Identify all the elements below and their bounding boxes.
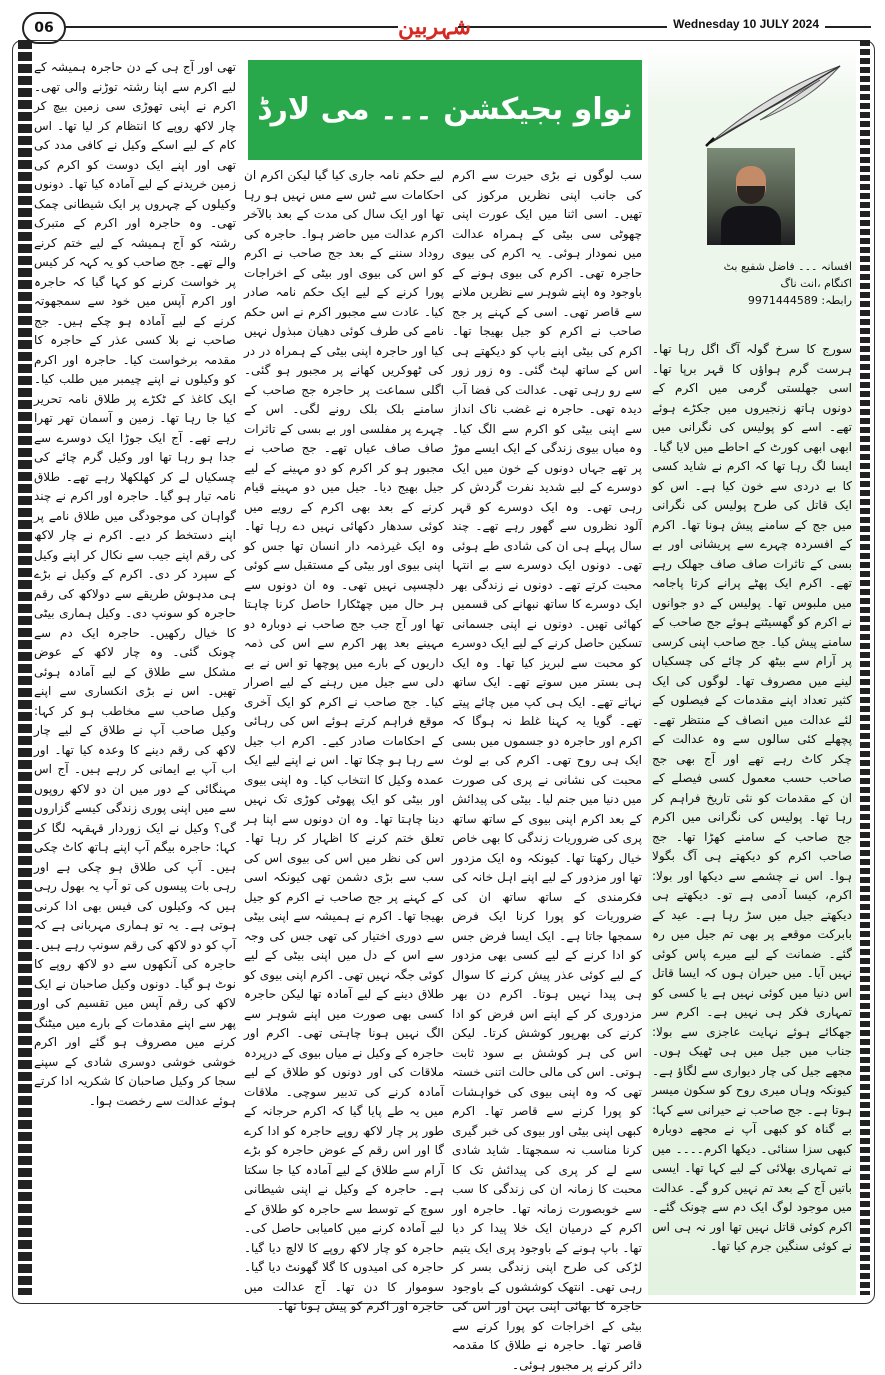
article-column-3 [244,166,444,1313]
article-title: نواو بجیکشن ۔۔۔ می لارڈ ۔۔۔!! [248,60,642,160]
author-byline [706,258,852,309]
column-4-text: تھی اور آج ہی کے دن حاجرہ ہمیشہ کے لیے اکرم سے اپنا رشتہ توڑنے والی تھی۔ اکرم نے اپنی تھوڑی سی زمین بیچ کر چار لاکھ روپے کا انتظام کر لیا تھا۔ اس کام کے لیے اسکے وکیل نے کافی مدد کی تھی اور اپنے ایک دوست کو اکرم کی زمین خریدنے کے لیے آمادہ کیا تھا۔ دونوں وکیلوں کے چہروں پر ایک شیطانی چمک تھی۔ وہ حاجرہ اور اکرم کے متبرک رشتہ کو آج ہمیشہ کے لیے ختم کرنے والے تھے۔ جج صاحب کو یہ کہہ کر کیس پر خواست کرنے کو کہا گیا کہ حاجرہ اور اکرم آپس میں خود سے سمجھوتہ کرنے کے لیے آمادہ ہو چکے ہیں۔ جج صاحب نے بلا کسی عذر کے حاجرہ کا مقدمہ برخواست کیا۔ حاجرہ اور اکرم کو وکیلوں نے اپنے چیمبر میں طلب کیا۔ ایک کاغذ کے ٹکڑے پر طلاق نامہ تحریر کیا جا رہا تھا۔ زمین و آسمان تھر تھرا رہے تھے۔ آج ایک جوڑا ایک دوسرے سے جدا ہو رہا تھا اور وکیل گرم چائے کی چسکیاں لے کر کھلکھلا رہے تھے۔ طلاق نامہ تیار ہو گیا۔ حاجرہ اور اکرم نے چند گواہان کی موجودگی میں طلاق نامے پر اپنے دستخط کر دیے۔ اکرم نے چار لاکھ کی رقم اپنے جیب سے نکال کر اپنے وکیل کے سپرد کر دی۔ اکرم کے وکیل نے بڑے ہی مدہوش طریقے سے دولاکھ کی رقم حاجرہ کو سونپ دی۔ وکیل ہماری بیٹی کا خیال رکھیں۔ حاجرہ ایک دم سے چونک گئی۔ وہ چار لاکھ کے عوض مشکل سے طلاق کے لیے آمادہ ہوئی تھیں۔ اس نے بڑی انکساری سے اپنے وکیل صاحب سے مخاطب ہو کر کہا: وکیل صاحب آپ نے طلاق کے لیے چار لاکھ کی رقم دینے کا وعدہ کیا تھا۔ اور اب آپ بے ایمانی کر رہے ہیں۔ آج اس مہنگائی کے دور میں ان دو لاکھ روپوں سے میں اپنی پوری زندگی کیسے گزاروں گی؟ وکیل نے ایک زوردار قہقہہ لگا کر کہا: حاجرہ بیگم آپ اپنے ہاتھ کاٹ چکی ہیں۔ آپ کی طلاق ہو چکی ہے اور رہی بات پیسوں کی تو آپ یہ بھول رہی ہیں کہ وکیلوں کی فیس بھی ادا کرنی ہوتی ہے۔ یہ تو ہماری مہربانی ہے کہ آپ کو دو لاکھ کی رقم سونپ رہے ہیں۔ حاجرہ کی آنکھوں سے دو لاکھ روپے کا نوٹ ہو گیا۔ دونوں وکیل صاحبان نے ایک لاکھ کی رقم آپس میں تقسیم کی اور پھر سے اپنے مقدمات کے بارے میں میٹنگ کرنے میں مصروف ہو گئے اور اکرم خوشی خوشی دوسری شادی کے سپنے سجا کر وکیل صاحبان کا شکریہ ادا کرتے ہوئے عدالت سے رخصت ہوا۔ [34,60,236,1108]
article-column-2 [452,166,642,1372]
article-column-4 [34,58,236,1292]
byline-author: افسانہ ۔۔۔ فاضل شفیع بٹ [723,260,852,273]
article-column-1 [652,340,852,1292]
byline-phone: رابطہ: 9971444589 [747,294,852,307]
byline-place: اکنگام ،انت ناگ [780,277,852,290]
author-photo [707,148,795,245]
page-number: 06 [22,12,66,44]
column-2-text: سب لوگوں نے بڑی حیرت سے اکرم کی جانب اپنی نظریں مرکوز کی تھیں۔ اسی اثنا میں ایک عورت اپنی چھوٹی سی بیٹی کے ہمراہ عدالت میں نمودار ہوئی۔ یہ اکرم کی بیوی حاجرہ تھی۔ اکرم کی بیوی ہونے کے باوجود وہ اپنے شوہر سے نظریں ملانے سے قاصر تھی۔ اسی کے کہنے پر جج صاحب نے اکرم کو جیل بھیجا تھا۔ اکرم کی بیٹی اپنے باپ کو دیکھتے ہی اس کے ساتھ لپٹ گئی۔ وہ زور زور سے رو رہی تھی۔ عدالت کی فضا آب دیدہ تھی۔ حاجرہ نے غضب ناک انداز سے اپنی بیٹی کو اکرم سے الگ کیا۔ وہ میاں بیوی زندگی کے ایک ایسے موڑ پر تھے جہاں دونوں کے خون میں ایک دوسرے کے لیے شدید نفرت گردش کر رہی تھی۔ وہ ایک دوسرے کو قہر آلود نظروں سے گھور رہے تھے۔ چند سال پہلے ہی ان کی شادی طے ہوئی تھی۔ دونوں ایک دوسرے سے بے انتہا محبت کرتے تھے۔ دونوں نے زندگی بھر ایک دوسرے کا ساتھ نبھانے کی قسمیں کھائی تھیں۔ دونوں نے اپنی جسمانی تسکین حاصل کرنے کے لیے ایک دوسرے کو محبت سے لبریز کیا تھا۔ وہ ایک ہی بستر میں سوتے تھے۔ ایک ساتھ نہاتے تھے۔ ایک ہی کپ میں چائے پیتے تھے۔ گویا یہ کہنا غلط نہ ہوگا کہ اکرم اور حاجرہ دو جسموں میں بسی ایک ہی روح تھی۔ اکرم کی بے لوث محبت کی نشانی نے پری کی صورت میں دنیا میں جنم لیا۔ بیٹی کی پیدائش کے بعد اکرم اپنی بیوی کے ساتھ ساتھ پری کی ضروریات زندگی کا بھی خاص خیال رکھتا تھا۔ کیونکہ وہ ایک مزدور تھا اور مزدور کے لیے اپنے اہل خانہ کی فکرمندی کے ساتھ ساتھ ان کی ضروریات کو پورا کرنا ایک فرض سمجھا جاتا ہے۔ ایک ایسا فرض جس کو ادا کرنے کے لیے کسی بھی مزدور کے لیے کوئی عذر پیش کرنے کا سوال ہی پیدا نہیں ہوتا۔ اکرم دن بھر مزدوری کر کے اپنے اس فرض کو ادا کرنے کی بھرپور کوشش کرتا۔ لیکن اس کی ہر کوشش بے سود ثابت ہوتی۔ اس کی مالی حالت اتنی خستہ تھی کہ وہ اپنی بیوی کی خواہشات کو پورا کرنے سے قاصر تھا۔ اکرم کبھی اپنی بیٹی اور بیوی کی خبر گیری کرنا مناسب نہ سمجھتا۔ شاید شادی سے لے کر پری کی پیدائش تک کا محبت کا زمانہ ان کی زندگی کا سب سے خوبصورت زمانہ تھا۔ حاجرہ اور اکرم کے درمیان ایک خلا پیدا کر دیا تھا۔ باپ ہونے کے باوجود پری ایک یتیم لڑکی کی طرح اپنی زندگی بسر کر رہی تھی۔ انتھک کوششوں کے باوجود حاجرہ کا بھائی اپنی بہن اور اس کی بیٹی کے اخراجات کو پورا کرنے سے قاصر تھا۔ حاجرہ نے طلاق کا مقدمہ دائر کرنے پر مجبور ہوئی۔ [452,168,642,1372]
left-border-decoration [18,40,32,1295]
newspaper-name: شہربین [398,14,471,40]
quill-pen-icon [700,58,850,148]
right-border-decoration [860,40,870,1295]
issue-date: Wednesday 10 JULY 2024 [667,17,825,31]
column-3-text: لیے حکم نامہ جاری کیا گیا لیکن اکرم ان احکامات سے ٹس سے مس نہیں ہو رہا تھا اور ایک سال کی مدت کے بعد بالآخر اکرم عدالت میں حاضر ہوا۔ حاجرہ کی روداد سننے کے بعد جج صاحب نے اکرم کو اس کی بیوی اور بیٹی کے اخراجات پورا کرنے کے لیے ایک حکم نامہ صادر کیا۔ عادت سے مجبور اکرم نے اس حکم نامے کی طرف کوئی دھیان مبذول نہیں کیا اور حاجرہ اپنی بیٹی کے ہمراہ در در کی ٹھوکریں کھانے پر مجبور ہو گئی۔ اگلی سماعت پر حاجرہ جج صاحب کے سامنے بلک بلک رونے لگی۔ اس کے چہرے پر مفلسی اور بے بسی کے تاثرات صاف صاف عیاں تھے۔ جج صاحب نے مجبور ہو کر اکرم کو دو مہینے کے لیے جیل بھیج دیا۔ جیل میں دو مہینے قیام کرنے کے بعد بھی اکرم کے رویے میں کوئی سدھار دکھائی نہیں دے رہا تھا۔ وہ ایک غیرذمہ دار انسان تھا جس کو اپنی بیوی اور بیٹی کے مستقبل سے کوئی دلچسپی نہیں تھی۔ وہ ان دونوں سے ہر حال میں چھٹکارا حاصل کرنا چاہتا تھا اور آج جب جج صاحب نے دوبارہ دو مہینے بعد پھر اکرم سے اس کی ذمہ داریوں کے بارے میں پوچھا تو اس نے بے دلی سے جیل میں رہنے کے لیے اصرار کیا۔ جج صاحب نے اکرم کو ایک آخری موقع فراہم کرتے ہوئے اس کی رہائی کے احکامات صادر کیے۔ اکرم اب جیل سے رہا ہو چکا تھا۔ اس نے اپنے لیے ایک عمدہ وکیل کا انتخاب کیا۔ وہ اپنی بیوی اور بیٹی کو ایک پھوٹی کوڑی تک نہیں دینا چاہتا تھا۔ وہ ان دونوں سے اپنا ہر تعلق ختم کرنے کا اظہار کر رہا تھا۔ اس کی نظر میں اس کی بیوی اس کی سب سے بڑی دشمن تھی کیونکہ اسی کے کہنے پر جج صاحب نے اکرم کو جیل بھیجا تھا۔ اکرم نے ہمیشہ سے اپنی بیٹی سے دوری اختیار کی تھی جس کی وجہ سے اس کے دل میں اپنی بیٹی کے لیے کوئی جگہ نہیں تھی۔ اکرم اپنی بیوی کو طلاق دینے کے لیے آمادہ تھا لیکن حاجرہ کسی بھی صورت میں اپنے شوہر سے الگ نہیں ہونا چاہتی تھی۔ اکرم اور حاجرہ کے وکیل نے میاں بیوی کے درپردہ ملاقات کی اور دونوں کو طلاق کے لیے آمادہ کرنے کی تدبیر سوچی۔ ملاقات میں یہ طے پایا گیا کہ اکرم حرجانہ کے طور پر چار لاکھ روپے حاجرہ کو ادا کرے گا اور اس رقم کے عوض حاجرہ کو بڑے آرام سے طلاق کے لیے آمادہ کیا جا سکتا ہے۔ حاجرہ کے وکیل نے اپنی شیطانی سوچ کے توسط سے حاجرہ کو طلاق کے لیے آمادہ کرنے میں کامیابی حاصل کی۔ حاجرہ کو چار لاکھ روپے کا لالچ دیا گیا۔ حاجرہ کی امیدوں کا گلا گھونٹ دیا گیا۔ سوموار کا دن تھا۔ آج عدالت میں حاجرہ اور اکرم کو پیش ہونا تھا۔ [244,168,444,1313]
column-1-text: سورج کا سرخ گولہ آگ اگل رہا تھا۔ ہرست گرم ہواؤں کا قہر برپا تھا۔ اسی جھلستی گرمی میں اکرم کے دونوں ہاتھ زنجیروں میں جکڑے ہوئے تھے۔ اسے کو پولیس کی نگرانی میں ابھی ابھی کورٹ کے احاطے میں لایا گیا۔ ایسا لگ رہا تھا کہ اکرم نے شاید کسی کا بے دردی سے خون کیا ہے۔ اس کو ایک قاتل کی طرح پولیس کی نگرانی میں جج کے سامنے پیش ہونا تھا۔ اکرم کے افسردہ چہرے سے پریشانی اور بے بسی کے تاثرات صاف صاف جھلک رہے تھے۔ اکرم ایک پھٹے پرانے کرتا پاجامہ میں ملبوس تھا۔ پولیس کے دو جوانوں نے اکرم کو گھسیٹتے ہوئے جج صاحب کے سامنے پیش کیا۔ جج صاحب اپنی کرسی پر آرام سے بیٹھ کر چائے کی چسکیاں لینے میں مصروف تھا۔ لوگوں کی ایک کثیر تعداد اپنے مقدمات کے فیصلوں کے لئے عدالت میں انصاف کے منتظر تھے۔ پچھلے کئی سالوں سے وہ عدالت کے چکر کاٹ رہے تھے اور آج بھی جج صاحب حسب معمول کسی فیصلے کے ان کے مقدمات کو نئی تاریخ فراہم کر رہا تھا۔ پولیس کی نگرانی میں اکرم جج صاحب کے سامنے کھڑا تھا۔ جج صاحب اکرم کو دیکھتے ہی آگ بگولا ہوا۔ اس نے چشمے سے دیکھا اور بولا: اکرم، کیسا آدمی ہے تو۔ دیکھتے ہی دیکھتے جیل میں سڑ رہا ہے۔ عید کے بابرکت موقعے پر بھی تم جیل میں رہ گئے۔ ضمانت کے لیے میرے پاس کوئی نہیں آیا۔ میں حیران ہوں کہ ایسا قاتل اس دنیا میں کوئی نہیں ہے یا کسی کو تمہاری فکر ہی نہیں ہے۔ اکرم سر جھکائے ہوئے نہایت عاجزی سے بولا: جناب میں جیل میں ہی ٹھیک ہوں۔ مجھے جیل کی چار دیواری سے لگاؤ ہے۔ کیونکہ وہاں میری روح کو سکون میسر ہوتا ہے۔ جج صاحب نے حیرانی سے کہا: بے گناہ کو کبھی آپ نے مجھے دوبارہ کبھی سزا سنائی۔ دیکھا اکرم۔۔۔۔ میں نے تمہاری بھلائی کے لیے کہا تھا۔ ایسی باتیں آج کے بعد تم نہیں کرو گے۔ عدالت میں موجود لوگ ایک دم سے چونک گئے۔ اکرم کوئی قاتل نہیں تھا اور نہ ہی اس نے کوئی سنگین جرم کیا تھا۔ [652,342,852,1253]
